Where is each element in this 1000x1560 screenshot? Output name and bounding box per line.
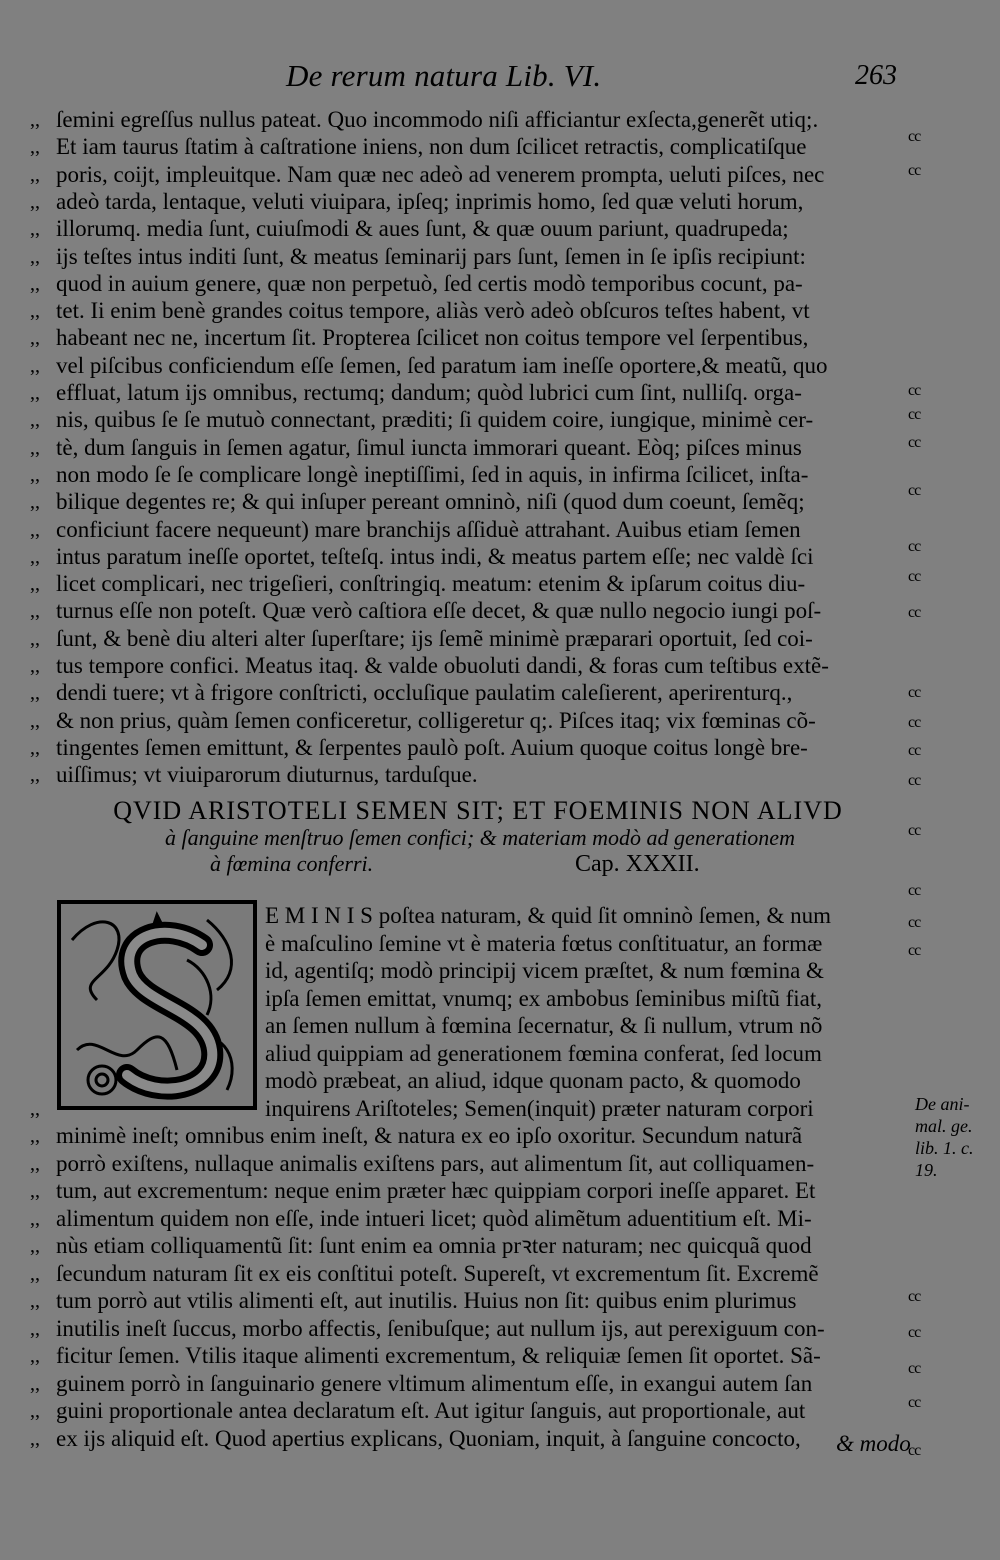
quote-mark: ,, bbox=[30, 736, 40, 759]
text-line: tè, dum ſanguis in ſemen agatur, ſimul iuncta immorari queant. Eòq; piſces minus bbox=[56, 434, 802, 460]
quote-mark: ,, bbox=[30, 1372, 40, 1395]
margin-quote-mark: cc bbox=[908, 538, 921, 555]
text-line: minimè ineſt; omnibus enim ineſt, & natura ex eo ipſo oxoritur. Secundum naturã bbox=[56, 1123, 803, 1148]
margin-quote-mark: cc bbox=[908, 714, 921, 731]
text-line: inquirens Ariſtoteles; Semen(inquit) præter naturam corpori bbox=[265, 1095, 814, 1121]
margin-note-line: mal. ge. bbox=[915, 1116, 973, 1136]
quote-mark: ,, bbox=[30, 436, 40, 459]
text-line: alimentum quidem non eſſe, inde intueri licet; quòd alimẽtum aduentitium eſt. Mi- bbox=[56, 1205, 812, 1231]
text-line: habeant nec ne, incertum ſit. Propterea ſcilicet non coitus tempore vel ſerpentibus, bbox=[56, 325, 809, 351]
quote-mark: ,, bbox=[30, 300, 40, 323]
margin-quote-mark: cc bbox=[908, 1394, 921, 1411]
quote-mark: ,, bbox=[30, 1317, 40, 1340]
quote-mark: ,, bbox=[30, 600, 40, 623]
chapter-title: QVID ARISTOTELI SEMEN SIT; ET FOEMINIS NON ALIVD bbox=[113, 796, 843, 825]
running-header bbox=[0, 58, 1000, 98]
text-line: tet. Ii enim benè grandes coitus tempore, aliàs verò adeò obſcuros teſtes habent, vt bbox=[56, 298, 810, 324]
text-line: uiſſimus; vt viuiparorum diuturnus, tarduſque. bbox=[56, 762, 478, 788]
text-line: nis, quibus ſe ſe mutuò connectant, præditi; ſi quidem coire, iungique, minimè cer- bbox=[56, 407, 814, 433]
text-line: id, agentiſq; modò principij vicem præſtet, & num fœmina & bbox=[265, 958, 824, 983]
text-line: quod in auium genere, quæ non perpetuò, ſed certis modò temporibus cocunt, pa- bbox=[56, 270, 803, 296]
chapter-subtitle-2: à fœmina conferri. bbox=[210, 851, 374, 876]
margin-note-line: 19. bbox=[915, 1160, 938, 1180]
margin-note-line: De ani- bbox=[915, 1094, 970, 1114]
text-line: vel piſcibus conficiendum eſſe ſemen, ſed paratum iam ineſſe oportere,& meatũ, quo bbox=[56, 352, 828, 378]
quote-mark: ,, bbox=[30, 409, 40, 432]
text-line: ſecundum naturam ſit ex eis conſtitui poteſt. Supereſt, vt excrementum ſit. Excremẽ bbox=[56, 1260, 819, 1286]
quote-mark: ,, bbox=[30, 1400, 40, 1422]
margin-quote-mark: cc bbox=[908, 1442, 921, 1459]
quote-mark: ,, bbox=[30, 109, 40, 131]
quote-mark: ,, bbox=[30, 272, 40, 295]
margin-quote-mark: cc bbox=[908, 1288, 921, 1305]
quote-mark: ,, bbox=[30, 1235, 40, 1257]
quote-mark: ,, bbox=[30, 627, 40, 650]
quote-mark: ,, bbox=[30, 518, 40, 541]
text-line: ſunt, & benè diu alteri alter ſuperſtare; ijs ſemẽ minimè præparari oportuit, ſed coi- bbox=[56, 625, 813, 651]
quote-mark: ,, bbox=[30, 190, 40, 213]
margin-quote-mark: cc bbox=[908, 406, 921, 423]
text-line: conficiunt facere nequeunt) mare branchijs aſſiduè attrahant. Auibus etiam ſemen bbox=[56, 516, 801, 542]
text-line: ex ijs aliquid eſt. Quod apertius explicans, Quoniam, inquit, à ſanguine concocto, bbox=[56, 1425, 801, 1451]
margin-quote-mark: cc bbox=[908, 382, 921, 399]
quote-mark: ,, bbox=[30, 1427, 40, 1450]
running-title: De rerum natura Lib. VI. bbox=[286, 58, 602, 93]
quote-mark: ,, bbox=[30, 491, 40, 514]
ornament-icon bbox=[57, 900, 257, 1110]
quote-mark: ,, bbox=[30, 463, 40, 486]
text-line: poris, coijt, impleuitque. Nam quæ nec adeò ad venerem prompta, ueluti piſces, nec bbox=[56, 161, 825, 187]
margin-quote-mark: cc bbox=[908, 772, 921, 789]
quote-mark: ,, bbox=[30, 1290, 40, 1312]
text-line: ipſa ſemen emittat, vnumq; ex ambobus ſeminibus miſtũ fiat, bbox=[265, 985, 823, 1011]
margin-quote-mark: cc bbox=[908, 942, 921, 959]
quote-mark: ,, bbox=[30, 709, 40, 732]
quote-mark: ,, bbox=[30, 1125, 40, 1147]
quote-mark: ,, bbox=[30, 1262, 40, 1285]
quote-mark: ,, bbox=[30, 163, 40, 186]
margin-quote-mark: cc bbox=[908, 568, 921, 585]
chapter-subtitle: à ſanguine menſtruo ſemen confici; & materiam modò ad generationem bbox=[165, 825, 795, 850]
catchword: & modo bbox=[836, 1431, 911, 1456]
quote-mark: ,, bbox=[30, 682, 40, 705]
text-line: tingentes ſemen emittunt, & ſerpentes paulò poſt. Auium quoque coitus longè bre- bbox=[56, 734, 808, 760]
margin-quote-mark: cc bbox=[908, 1360, 921, 1377]
quote-mark: ,, bbox=[30, 354, 40, 377]
quote-mark: ,, bbox=[30, 245, 40, 268]
quote-mark: ,, bbox=[30, 1207, 40, 1230]
margin-quote-mark: cc bbox=[908, 604, 921, 621]
text-line: illorumq. media ſunt, cuiuſmodi & aues ſunt, & quæ ouum pariunt, quadrupeda; bbox=[56, 216, 789, 242]
quote-mark: ,, bbox=[30, 218, 40, 241]
quote-mark: ,, bbox=[30, 1180, 40, 1202]
page-number: 263 bbox=[855, 60, 897, 91]
text-line: adeò tarda, lentaque, veluti viuipara, ipſeq; inprimis homo, ſed quæ veluti horum, bbox=[56, 188, 804, 214]
text-line: Et iam taurus ſtatim à caſtratione iniens, non dum ſcilicet retractis, complicatiſque bbox=[56, 134, 807, 160]
margin-quote-mark: cc bbox=[908, 162, 921, 179]
text-line: modò præbeat, an aliud, idque quonam pacto, & quomodo bbox=[265, 1068, 801, 1093]
quote-mark: ,, bbox=[30, 545, 40, 568]
margin-note bbox=[915, 1093, 995, 1181]
text-line: nùs etiam colliquamentũ ſit: ſunt enim ea omnia prꝛter naturam; nec quicquã quod bbox=[56, 1233, 812, 1258]
text-line: guinem porrò in ſanguinario genere vltimum alimentum eſſe, in exangui autem ſan bbox=[56, 1370, 813, 1396]
text-line: dendi tuere; vt à frigore conſtricti, occluſique paulatim caleſierent, aperirenturq., bbox=[56, 680, 793, 706]
decorated-initial-s bbox=[57, 900, 257, 1110]
text-line: E M I N I S poſtea naturam, & quid ſit omninò ſemen, & num bbox=[265, 903, 831, 928]
quote-mark: ,, bbox=[30, 136, 40, 159]
text-line: & non prius, quàm ſemen conficeretur, colligeretur q;. Piſces itaq; vix fœminas cõ- bbox=[56, 707, 816, 733]
quote-mark: ,, bbox=[30, 1152, 40, 1175]
text-line: effluat, latum ijs omnibus, rectumq; dandum; quòd lubrici cum ſint, nulliſq. orga- bbox=[56, 380, 802, 405]
margin-quote-mark: cc bbox=[908, 434, 921, 451]
text-line: non modo ſe ſe complicare longè ineptiſſimi, ſed in aquis, in infirma ſcilicet, inſta- bbox=[56, 461, 809, 487]
margin-quote-mark: cc bbox=[908, 822, 921, 839]
quote-mark: ,, bbox=[30, 1097, 40, 1120]
margin-quote-mark: cc bbox=[908, 482, 921, 499]
text-line: licet complicari, nec trigeſieri, conſtringiq. meatum: etenim & ipſarum coitus diu- bbox=[56, 571, 806, 597]
text-line: aliud quippiam ad generationem fœmina conferat, ſed locum bbox=[265, 1040, 822, 1066]
text-line: inutilis ineſt ſuccus, morbo affectis, ſenibuſque; aut nullum ijs, aut perexiguum con- bbox=[56, 1315, 825, 1341]
text-line: intus paratum ineſſe oportet, teſteſq. intus indi, & meatus partem eſſe; nec valdè ſci bbox=[56, 543, 814, 569]
margin-note-line: lib. 1. c. bbox=[915, 1138, 974, 1158]
margin-quote-mark: cc bbox=[908, 914, 921, 931]
quote-mark: ,, bbox=[30, 327, 40, 350]
text-line: tum porrò aut vtilis alimenti eſt, aut inutilis. Huius non ſit: quibus enim plurimus bbox=[56, 1288, 797, 1313]
text-line: turnus eſſe non poteſt. Quæ verò caſtiora eſſe decet, & quæ nullo negocio iungi poſ- bbox=[56, 598, 822, 624]
quote-mark: ,, bbox=[30, 382, 40, 404]
text-line: ficitur ſemen. Vtilis itaque alimenti excrementum, & reliquiæ ſemen ſit oportet. Sã- bbox=[56, 1343, 821, 1368]
text-line: tum, aut excrementum: neque enim præter hæc quippiam corpori ineſſe apparet. Et bbox=[56, 1178, 816, 1203]
quote-mark: ,, bbox=[30, 764, 40, 787]
text-line: bilique degentes re; & qui inſuper pereant omninò, niſi (quod dum coeunt, ſemẽq; bbox=[56, 489, 805, 515]
margin-quote-mark: cc bbox=[908, 882, 921, 899]
margin-quote-mark: cc bbox=[908, 128, 921, 145]
quote-mark: ,, bbox=[30, 1345, 40, 1367]
margin-quote-mark: cc bbox=[908, 1324, 921, 1341]
text-line: ſemini egreſſus nullus pateat. Quo incommodo niſi afficiantur exſecta,generẽt utiq;. bbox=[56, 107, 819, 132]
chapter-number: Cap. XXXII. bbox=[575, 851, 700, 877]
text-line: an ſemen nullum à fœmina ſecernatur, & ſi nullum, vtrum nõ bbox=[265, 1013, 823, 1038]
text-line: è maſculino ſemine vt è materia fœtus conſtituatur, an formæ bbox=[265, 930, 823, 956]
text-line: ijs teſtes intus inditi ſunt, & meatus ſeminarij pars ſunt, ſemen in ſe ipſis recipiunt: bbox=[56, 243, 806, 269]
quote-mark: ,, bbox=[30, 655, 40, 677]
text-line: guini proportionale antea declaratum eſt. Aut igitur ſanguis, aut proportionale, aut bbox=[56, 1398, 806, 1423]
margin-quote-mark: cc bbox=[908, 684, 921, 701]
quote-mark: ,, bbox=[30, 573, 40, 596]
margin-quote-mark: cc bbox=[908, 742, 921, 759]
text-line: tus tempore confici. Meatus itaq. & valde obuoluti dandi, & foras cum teſtibus extẽ- bbox=[56, 653, 829, 678]
text-line: porrò exiſtens, nullaque animalis exiſtens pars, aut alimentum ſit, aut colliquamen- bbox=[56, 1150, 815, 1176]
